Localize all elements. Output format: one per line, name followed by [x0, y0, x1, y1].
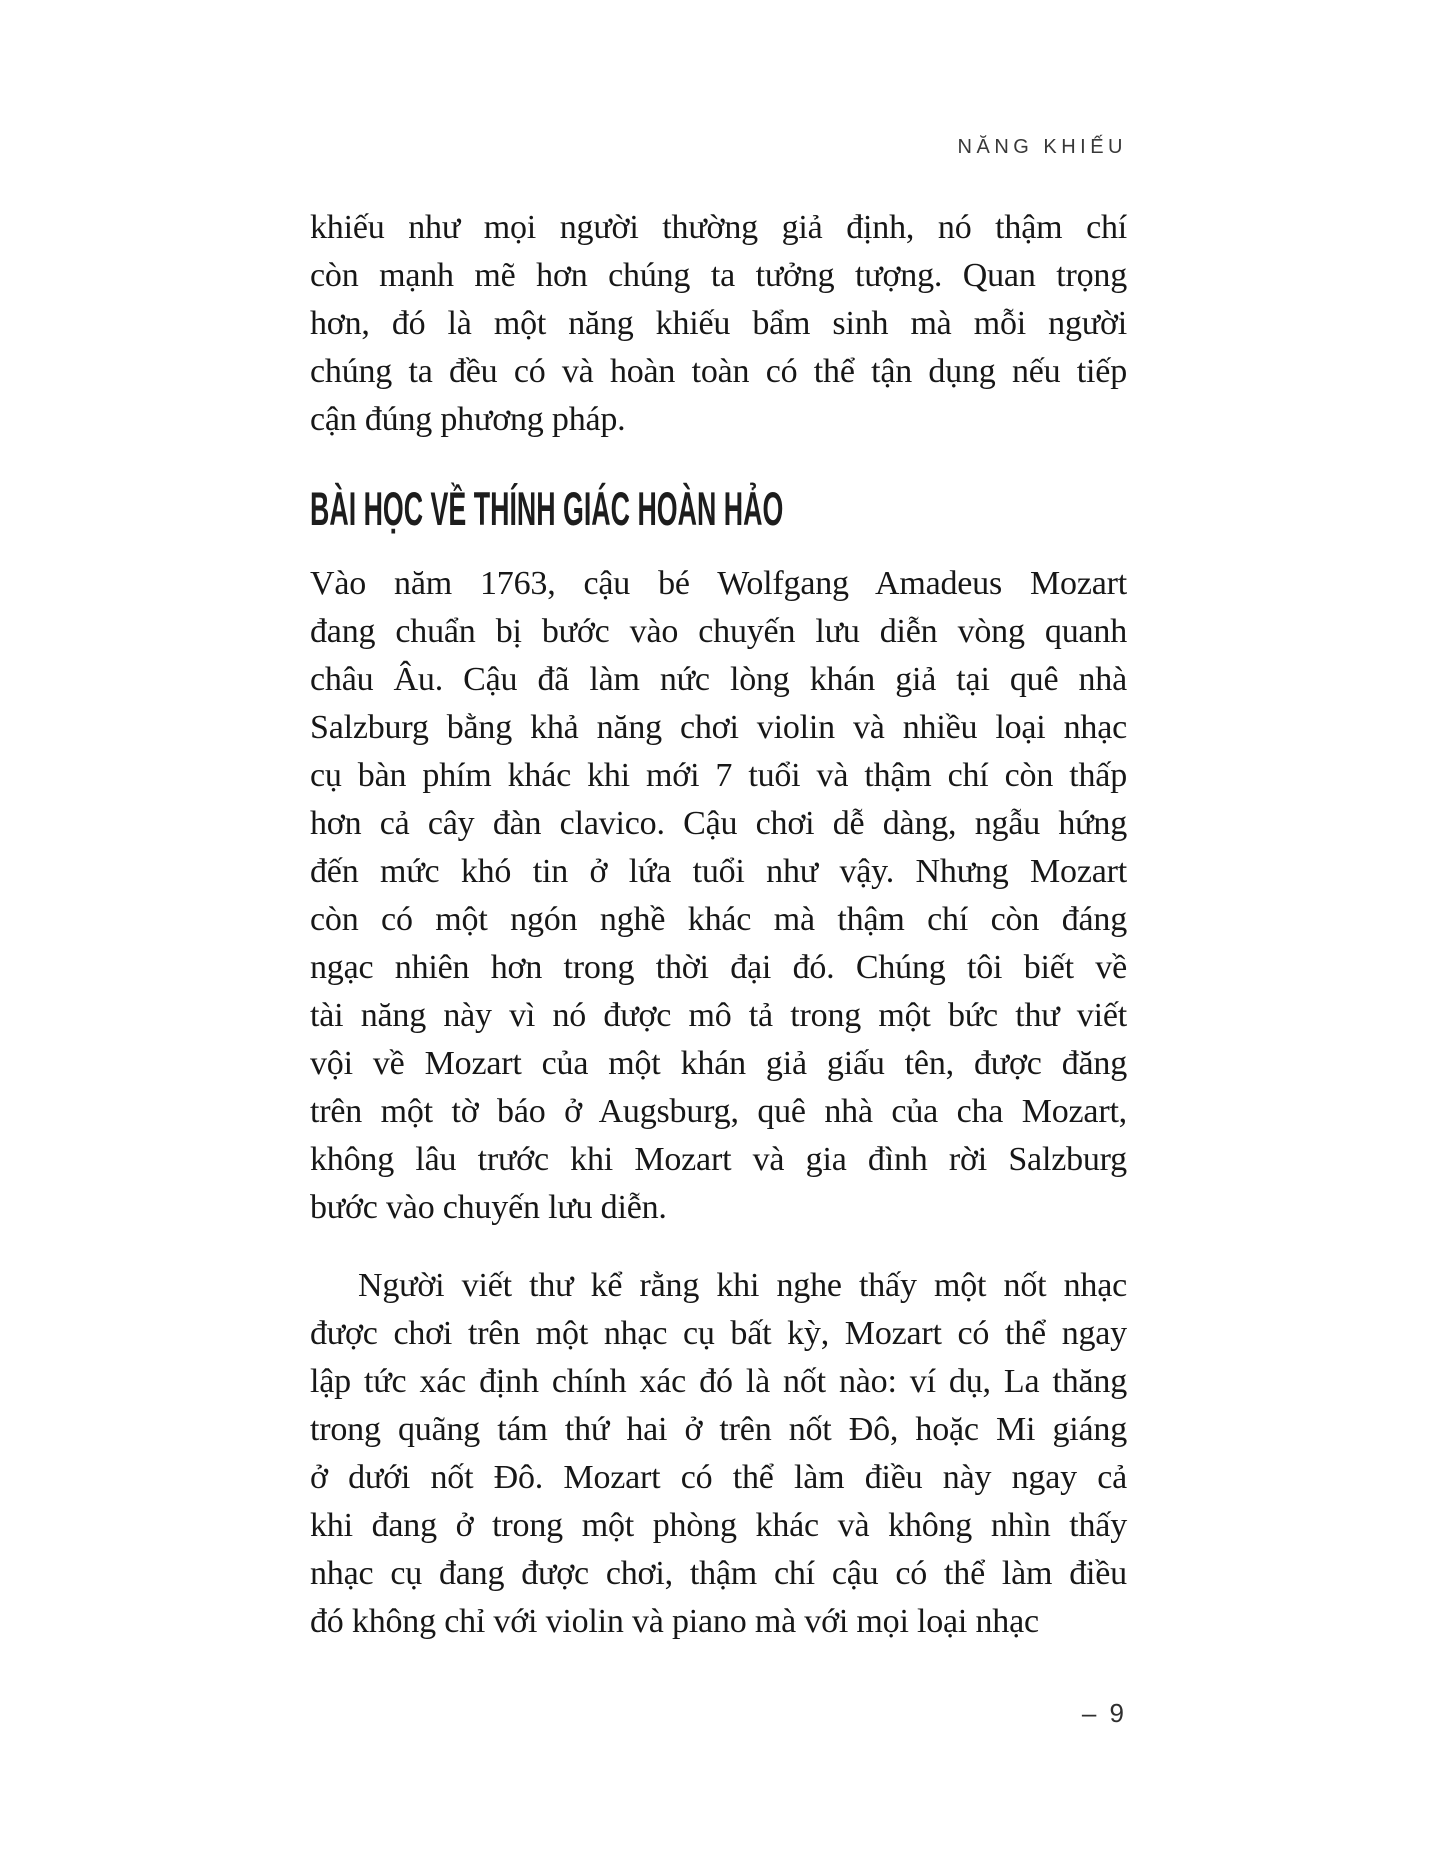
text-line: trong quãng tám thứ hai ở trên nốt Đô, hoặc Mi giáng — [310, 1411, 1127, 1448]
running-header: NĂNG KHIẾU — [957, 136, 1127, 158]
text-line: Salzburg bằng khả năng chơi violin và nhiều loại nhạc — [310, 709, 1127, 746]
text-line: cận đúng phương pháp. — [310, 401, 626, 438]
text-line: đó không chỉ với violin và piano mà với mọi loại nhạc — [310, 1603, 1039, 1640]
paragraph — [310, 560, 1127, 1232]
text-line: tài năng này vì nó được mô tả trong một bức thư viết — [310, 997, 1127, 1034]
text-line: cụ bàn phím khác khi mới 7 tuổi và thậm chí còn thấp — [310, 757, 1127, 794]
text-line: ngạc nhiên hơn trong thời đại đó. Chúng tôi biết về — [310, 949, 1127, 986]
text-line: đến mức khó tin ở lứa tuổi như vậy. Nhưng Mozart — [310, 853, 1127, 890]
text-line: châu Âu. Cậu đã làm nức lòng khán giả tại quê nhà — [310, 661, 1127, 698]
text-line: còn có một ngón nghề khác mà thậm chí còn đáng — [310, 901, 1127, 938]
text-line: được chơi trên một nhạc cụ bất kỳ, Mozart có thể ngay — [310, 1315, 1127, 1352]
section-heading: BÀI HỌC VỀ THÍNH GIÁC HOÀN HẢO — [310, 482, 784, 535]
text-line: khi đang ở trong một phòng khác và không nhìn thấy — [310, 1507, 1127, 1544]
text-line: còn mạnh mẽ hơn chúng ta tưởng tượng. Quan trọng — [310, 257, 1127, 294]
text-line: khiếu như mọi người thường giả định, nó thậm chí — [310, 209, 1127, 246]
text-line: chúng ta đều có và hoàn toàn có thể tận dụng nếu tiếp — [310, 353, 1127, 390]
text-line: hơn, đó là một năng khiếu bẩm sinh mà mỗi người — [310, 305, 1127, 342]
text-line: không lâu trước khi Mozart và gia đình rời Salzburg — [310, 1141, 1127, 1178]
text-line: hơn cả cây đàn clavico. Cậu chơi dễ dàng, ngẫu hứng — [310, 805, 1127, 842]
paragraph — [310, 1262, 1127, 1646]
text-line: Vào năm 1763, cậu bé Wolfgang Amadeus Mozart — [310, 565, 1127, 602]
text-line: lập tức xác định chính xác đó là nốt nào: ví dụ, La thăng — [310, 1363, 1127, 1400]
text-line: nhạc cụ đang được chơi, thậm chí cậu có thể làm điều — [310, 1555, 1127, 1592]
text-line: ở dưới nốt Đô. Mozart có thể làm điều này ngay cả — [310, 1459, 1127, 1496]
page-number: – 9 — [1081, 1698, 1127, 1728]
text-line: đang chuẩn bị bước vào chuyến lưu diễn vòng quanh — [310, 613, 1127, 650]
text-line: bước vào chuyến lưu diễn. — [310, 1189, 667, 1226]
text-line: Người viết thư kể rằng khi nghe thấy một nốt nhạc — [358, 1267, 1127, 1304]
text-line: trên một tờ báo ở Augsburg, quê nhà của cha Mozart, — [310, 1093, 1127, 1130]
paragraph — [310, 204, 1127, 444]
text-line: vội về Mozart của một khán giả giấu tên, được đăng — [310, 1045, 1127, 1082]
page-content — [310, 204, 1127, 1646]
